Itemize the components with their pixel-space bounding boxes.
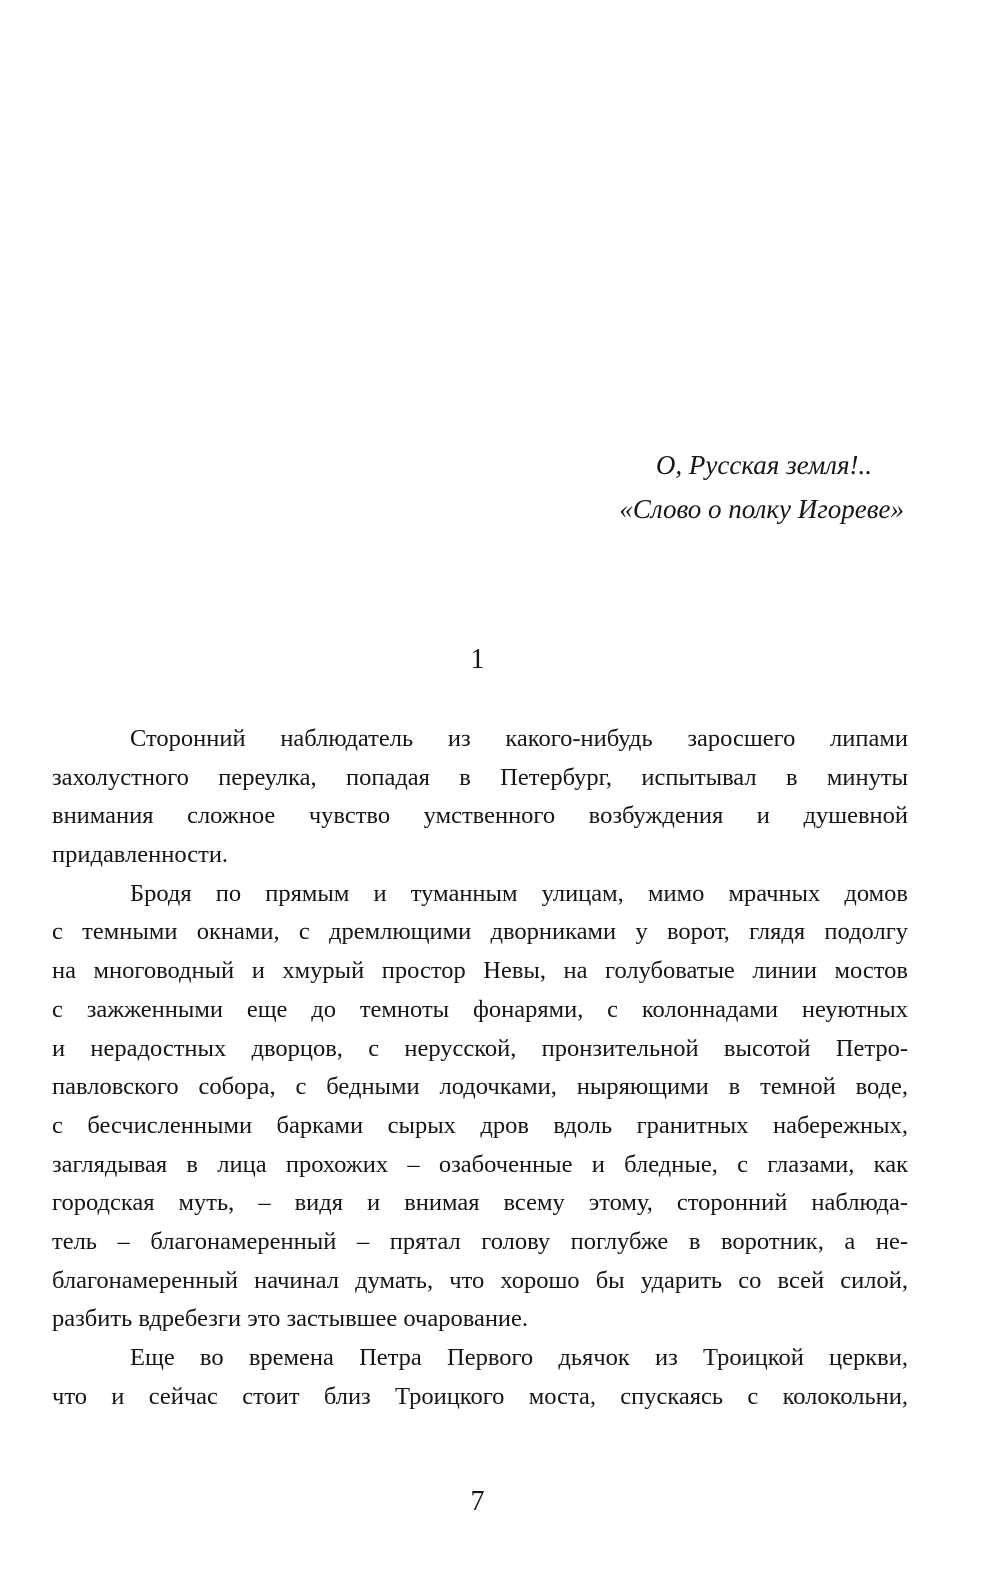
text-line: заглядывая в лица прохожих – озабоченные и бледные, с глазами, как <box>52 1150 908 1178</box>
text-line: придавленности. <box>52 841 229 869</box>
text-line: с темными окнами, с дремлющими дворниками у ворот, глядя подолгу <box>52 918 908 946</box>
text-line: с зажженными еще до темноты фонарями, с колоннадами неуютных <box>52 995 908 1023</box>
text-line: благонамеренный начинал думать, что хорошо бы ударить со всей силой, <box>52 1266 908 1294</box>
text-line: Сторонний наблюдатель из какого-нибудь заросшего липами <box>130 725 908 752</box>
text-line: разбить вдребезги это застывшее очарование. <box>52 1305 529 1333</box>
text-line: что и сейчас стоит близ Троицкого моста, спускаясь с колокольни, <box>52 1382 908 1410</box>
text-line: тель – благонамеренный – прятал голову поглубже в воротник, а не- <box>52 1227 908 1255</box>
text-line: захолустного переулка, попадая в Петербург, испытывал в минуты <box>52 763 908 791</box>
text-line: внимания сложное чувство умственного возбуждения и душевной <box>52 802 908 830</box>
text-line: с бесчисленными барками сырых дров вдоль гранитных набережных, <box>52 1111 908 1139</box>
page-number: 7 <box>470 1486 485 1517</box>
body-text <box>52 720 908 1416</box>
chapter-number: 1 <box>470 644 485 675</box>
text-line: на многоводный и хмурый простор Невы, на голубоватые линии мостов <box>52 957 908 985</box>
text-line: Еще во времена Петра Первого дьячок из Троицкой церкви, <box>130 1344 908 1371</box>
epigraph-line: О, Русская земля!.. <box>655 450 872 480</box>
text-line: и нерадостных дворцов, с нерусской, пронзительной высотой Петро- <box>52 1034 908 1062</box>
text-line: городская муть, – видя и внимая всему этому, сторонний наблюда- <box>52 1189 908 1217</box>
epigraph-source: «Слово о полку Игореве» <box>619 494 904 524</box>
text-line: павловского собора, с бедными лодочками, ныряющими в темной воде, <box>52 1073 908 1101</box>
text-line: Бродя по прямым и туманным улицам, мимо мрачных домов <box>130 879 908 907</box>
